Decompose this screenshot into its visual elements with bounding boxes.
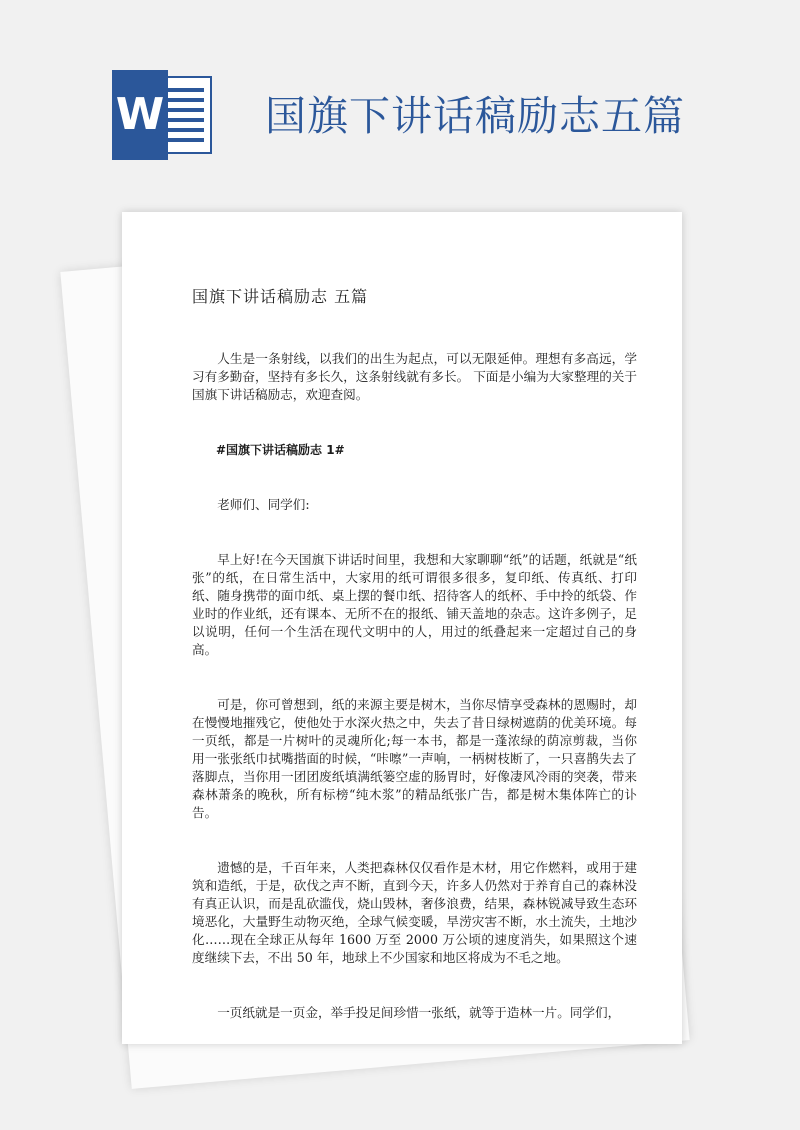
page-header	[0, 0, 800, 200]
body-paragraph: 一页纸就是一页金，举手投足间珍惜一张纸，就等于造林一片。同学们，	[217, 1005, 621, 1020]
section-heading: #国旗下讲话稿励志 1#	[216, 443, 345, 457]
word-logo-letter: W	[112, 70, 168, 160]
body-paragraph: 遗憾的是，千百年来，人类把森林仅仅看作是木材，用它作燃料，或用于建筑和造纸，于是，砍伐之声不断，直到今天，许多人仍然对于养育自己的森林没有真正认识，而是乱砍滥伐，烧山毁林，奢侈浪费，结果，森林锐减导致生态环境恶化，大量野生动物灭绝，全球气候变暖，旱涝灾害不断，水土流失，土地沙化……现在全球正从每年 1600 万至 2000 万公顷的速度消失，如果照这个速度继续下去，不出 50 年，地球上不少国家和地区将成为不毛之地。	[192, 860, 637, 965]
document-body	[192, 350, 637, 1044]
body-paragraph: 早上好!在今天国旗下讲话时间里，我想和大家聊聊“纸”的话题，纸就是“纸张”的纸，在日常生活中，大家用的纸可谓很多很多，复印纸、传真纸、打印纸、随身携带的面巾纸、桌上摆的餐巾纸、招待客人的纸杯、手中拎的纸袋、作业时的作业纸，还有课本、无所不在的报纸、铺天盖地的杂志。这许多例子，足以说明，任何一个生活在现代文明中的人，用过的纸叠起来一定超过自己的身高。	[192, 552, 637, 657]
body-paragraph: 可是，你可曾想到，纸的来源主要是树木，当你尽情享受森林的恩赐时，却在慢慢地摧残它，使他处于水深火热之中，失去了昔日绿树遮荫的优美环境。每一页纸，都是一片树叶的灵魂所化;每一本书，都是一蓬浓绿的荫凉剪裁，当你用一张张纸巾拭嘴揩面的时候，“咔嚓”一声响，一柄树枝断了，一只喜鹊失去了落脚点，当你用一团团废纸填满纸篓空虚的肠胃时，好像凄风冷雨的突袭，带来森林萧条的晚秋，所有标榜“纯木浆”的精品纸张广告，都是树木集体阵亡的讣告。	[192, 697, 637, 820]
intro-paragraph: 人生是一条射线，以我们的出生为起点，可以无限延伸。理想有多高远，学习有多勤奋，坚持有多长久，这条射线就有多长。 下面是小编为大家整理的关于国旗下讲话稿励志，欢迎查阅。	[192, 351, 637, 402]
word-document-icon	[112, 70, 214, 160]
document-page	[122, 212, 682, 1044]
document-heading: 国旗下讲话稿励志 五篇	[192, 287, 369, 306]
salutation: 老师们、同学们:	[217, 497, 310, 512]
page-title: 国旗下讲话稿励志五篇	[265, 92, 685, 140]
